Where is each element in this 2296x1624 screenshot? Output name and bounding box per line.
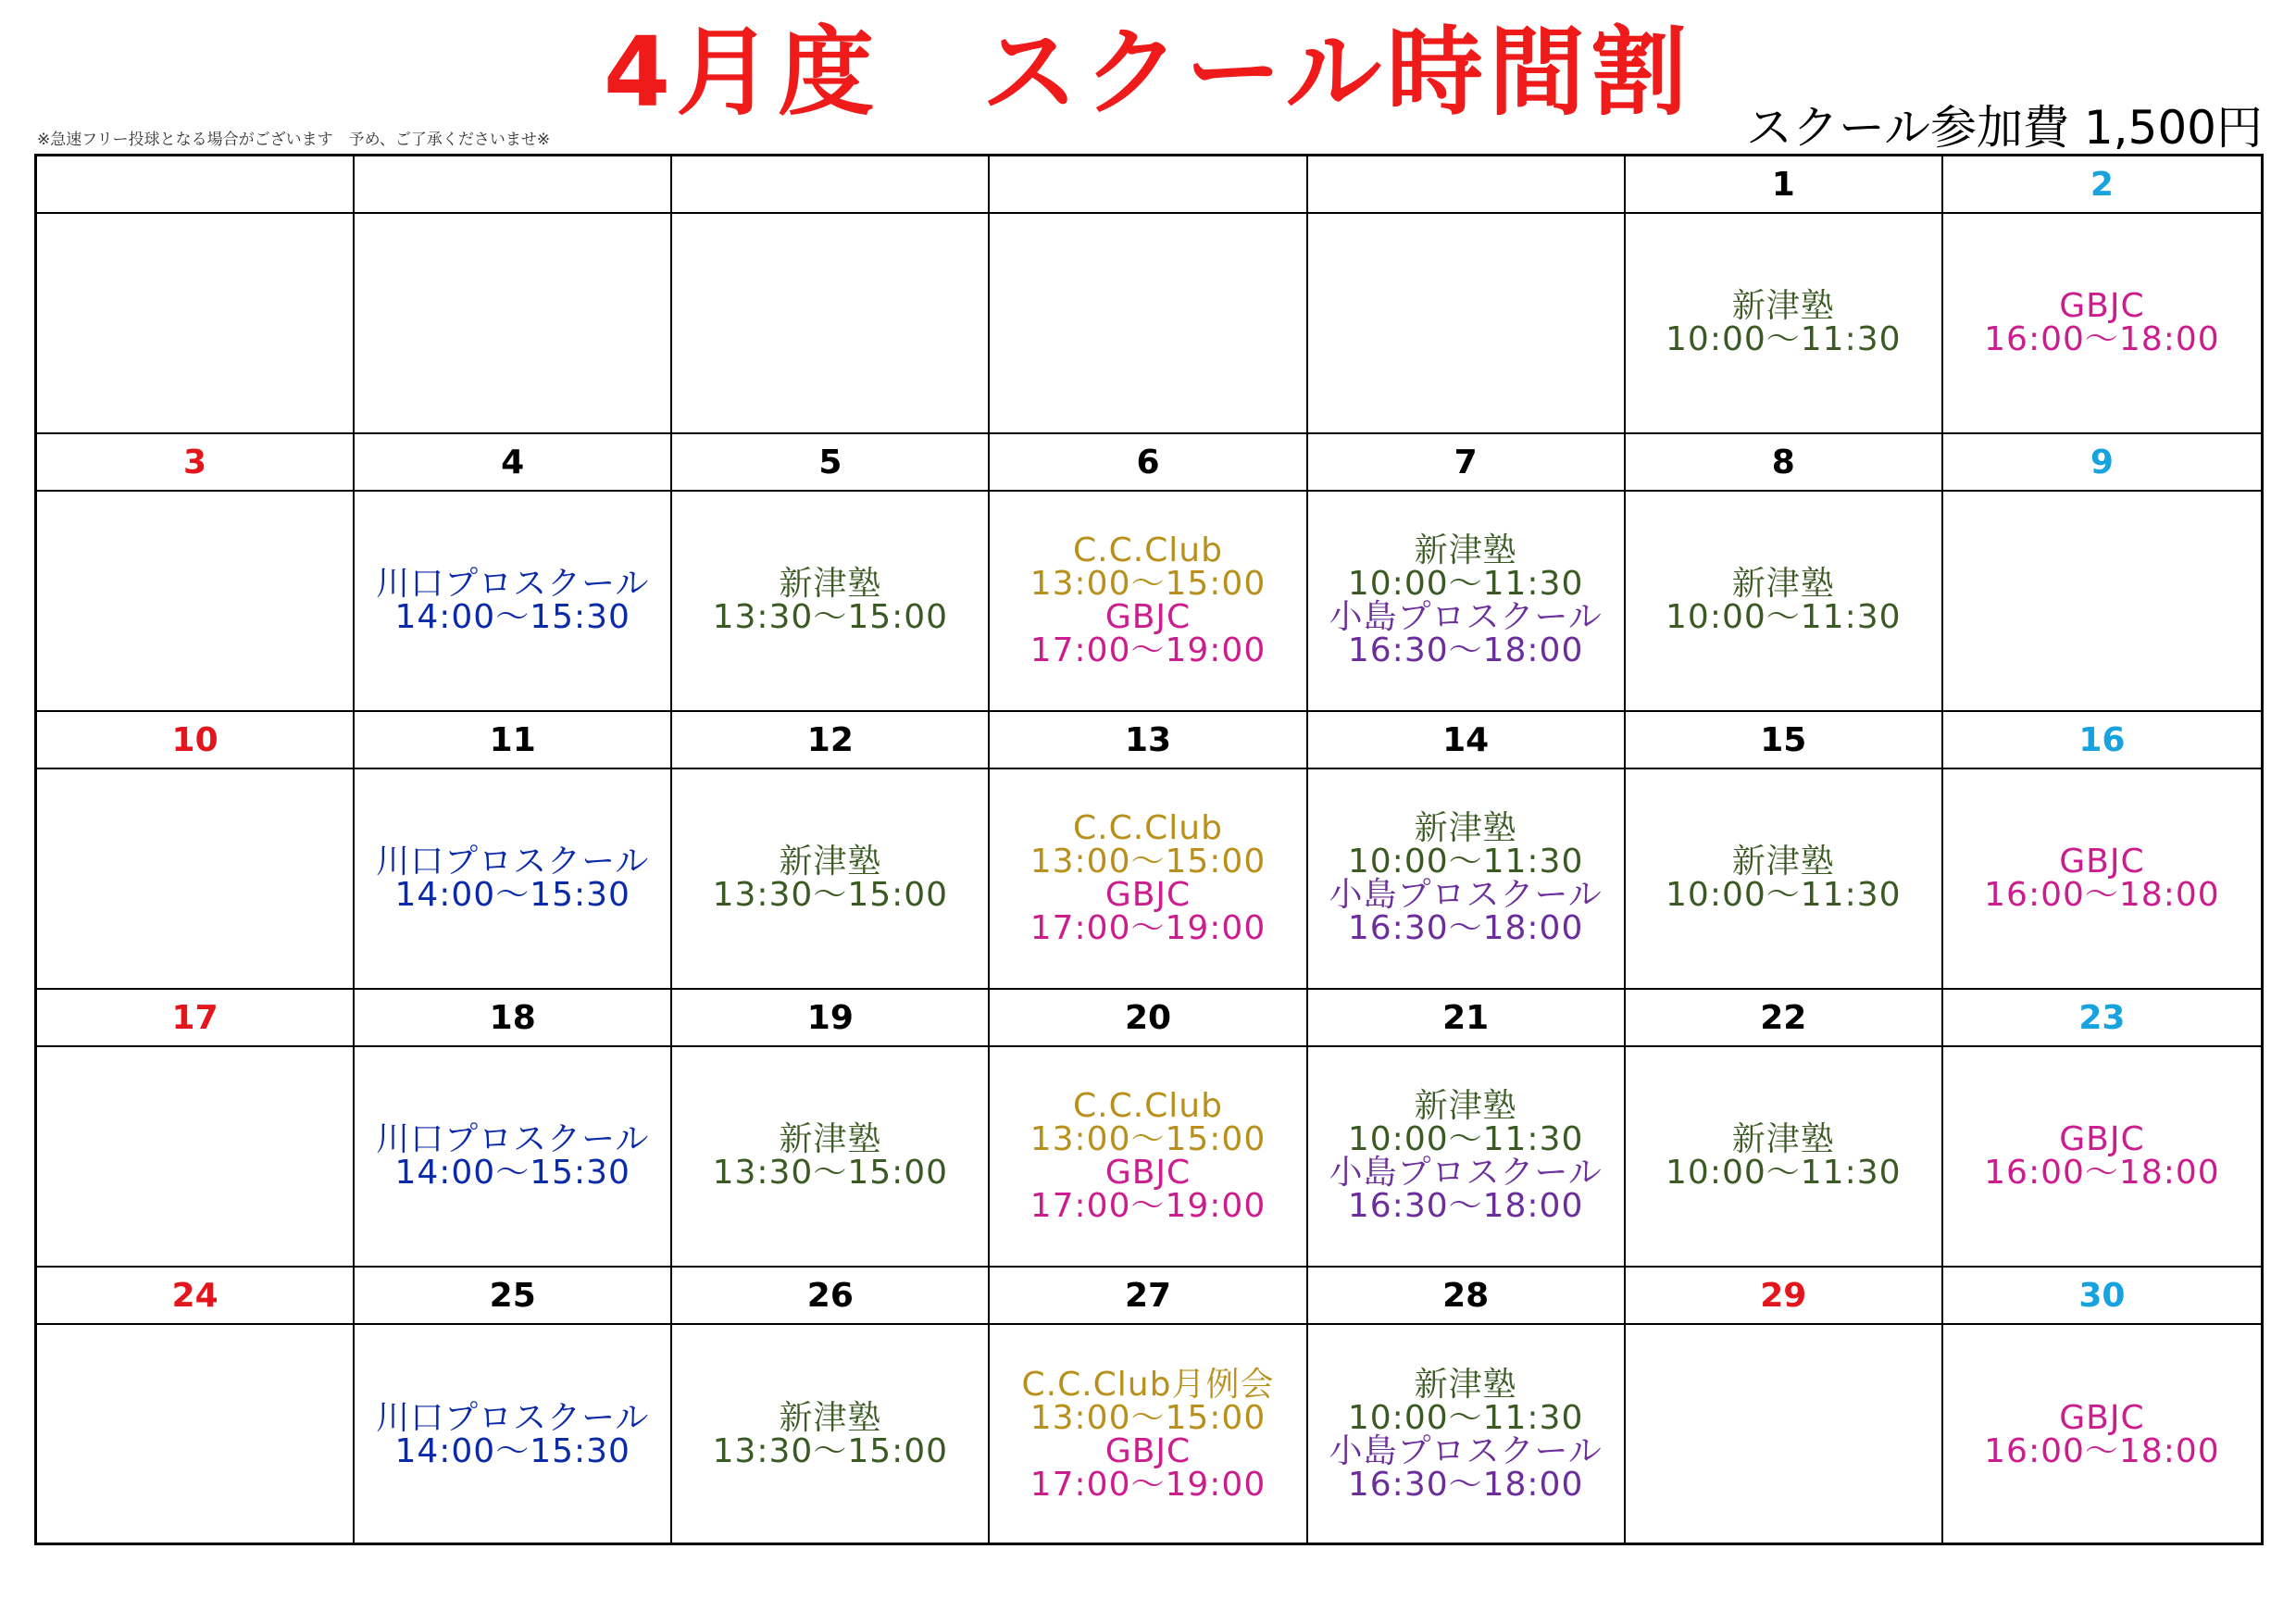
date-cell-8	[1626, 434, 1943, 492]
date-number: 29	[1760, 1276, 1807, 1315]
date-cell-empty	[1308, 156, 1626, 214]
date-number: 1	[1771, 165, 1795, 204]
date-cell-16	[1943, 712, 2261, 769]
schedule-entry: C.C.Club	[1073, 809, 1223, 847]
schedule-entry: 10:00～11:30	[1347, 843, 1584, 881]
date-cell-24	[37, 1268, 355, 1325]
schedule-entry: GBJC	[2059, 843, 2145, 881]
date-cell-13	[990, 712, 1307, 769]
schedule-entry: 川口プロスクール	[376, 843, 650, 881]
date-number: 21	[1442, 998, 1490, 1037]
schedule-cell	[990, 1047, 1307, 1268]
schedule-entry: 新津塾	[1731, 565, 1835, 603]
schedule-entry: 新津塾	[779, 565, 882, 603]
date-cell-2	[1943, 156, 2261, 214]
schedule-entry: 14:00～15:30	[394, 1154, 630, 1192]
schedule-entry: 17:00～19:00	[1029, 1187, 1267, 1225]
page-title: 4月度 スクール時間割	[603, 16, 1693, 129]
date-number: 10	[171, 720, 218, 759]
date-cell-6	[990, 434, 1307, 492]
schedule-entry: 16:00～18:00	[1984, 876, 2220, 914]
schedule-entry: 16:30～18:00	[1347, 631, 1584, 669]
date-number: 5	[818, 443, 842, 481]
schedule-entry: 13:00～15:00	[1029, 843, 1267, 881]
schedule-entry: 17:00～19:00	[1029, 1466, 1267, 1504]
schedule-cell	[672, 1325, 990, 1545]
schedule-entry: 新津塾	[779, 1120, 882, 1158]
schedule-entry: GBJC	[2059, 1399, 2145, 1437]
schedule-cell	[672, 492, 990, 712]
schedule-cell	[1943, 492, 2261, 712]
schedule-entry: 16:00～18:00	[1984, 1432, 2220, 1470]
date-number: 11	[489, 720, 536, 759]
date-cell-22	[1626, 990, 1943, 1047]
schedule-cell	[1626, 1325, 1943, 1545]
date-cell-4	[355, 434, 672, 492]
date-cell-29	[1626, 1268, 1943, 1325]
schedule-cell	[355, 1047, 672, 1268]
schedule-entry: 小島プロスクール	[1329, 1432, 1603, 1470]
date-number: 30	[2078, 1276, 2126, 1315]
date-number: 8	[1771, 443, 1795, 481]
date-number: 13	[1124, 720, 1172, 759]
schedule-entry: C.C.Club	[1073, 531, 1223, 569]
schedule-entry: 13:00～15:00	[1029, 565, 1267, 603]
schedule-cell	[1943, 214, 2261, 434]
schedule-entry: 16:00～18:00	[1984, 320, 2220, 358]
school-fee: スクール参加費 1,500円	[1745, 101, 2263, 155]
date-cell-7	[1308, 434, 1626, 492]
date-number: 22	[1760, 998, 1807, 1037]
date-number: 16	[2078, 720, 2126, 759]
schedule-entry: 川口プロスクール	[376, 1120, 650, 1158]
schedule-cell	[37, 214, 355, 434]
schedule-cell	[355, 214, 672, 434]
schedule-entry: 14:00～15:30	[394, 876, 630, 914]
schedule-cell	[1626, 769, 1943, 990]
schedule-entry: 16:30～18:00	[1347, 1466, 1584, 1504]
schedule-cell	[37, 1325, 355, 1545]
schedule-entry: 13:00～15:00	[1029, 1120, 1267, 1158]
date-cell-21	[1308, 990, 1626, 1047]
date-cell-26	[672, 1268, 990, 1325]
date-cell-30	[1943, 1268, 2261, 1325]
schedule-cell	[1626, 214, 1943, 434]
schedule-cell	[1308, 769, 1626, 990]
schedule-entry: 13:00～15:00	[1029, 1399, 1267, 1437]
date-number: 20	[1124, 998, 1172, 1037]
schedule-entry: 新津塾	[1414, 809, 1517, 847]
schedule-entry: 17:00～19:00	[1029, 631, 1267, 669]
date-cell-3	[37, 434, 355, 492]
schedule-entry: 新津塾	[1731, 287, 1835, 325]
schedule-cell	[1308, 492, 1626, 712]
schedule-entry: GBJC	[2059, 287, 2145, 325]
schedule-entry: 川口プロスクール	[376, 565, 650, 603]
schedule-entry: 16:30～18:00	[1347, 1187, 1584, 1225]
schedule-entry: 川口プロスクール	[376, 1399, 650, 1437]
date-cell-19	[672, 990, 990, 1047]
notice-text: ※急速フリー投球となる場合がございます 予め、ご了承くださいませ※	[37, 131, 551, 149]
schedule-entry: 新津塾	[1731, 843, 1835, 881]
schedule-cell	[672, 214, 990, 434]
schedule-cell	[355, 492, 672, 712]
schedule-entry: 13:30～15:00	[712, 598, 949, 636]
schedule-cell	[355, 769, 672, 990]
date-number: 15	[1760, 720, 1807, 759]
schedule-entry: 新津塾	[779, 843, 882, 881]
date-cell-1	[1626, 156, 1943, 214]
schedule-cell	[355, 1325, 672, 1545]
schedule-entry: 新津塾	[1414, 531, 1517, 569]
schedule-cell	[672, 1047, 990, 1268]
schedule-entry: 10:00～11:30	[1666, 1154, 1902, 1192]
date-number: 7	[1454, 443, 1478, 481]
date-number: 23	[2078, 998, 2126, 1037]
schedule-cell	[990, 214, 1307, 434]
schedule-cell	[1943, 769, 2261, 990]
schedule-entry: 新津塾	[1731, 1120, 1835, 1158]
date-cell-12	[672, 712, 990, 769]
schedule-cell	[1943, 1047, 2261, 1268]
date-number: 17	[171, 998, 218, 1037]
schedule-entry: 14:00～15:30	[394, 1432, 630, 1470]
schedule-cell	[1943, 1325, 2261, 1545]
date-cell-17	[37, 990, 355, 1047]
date-cell-5	[672, 434, 990, 492]
schedule-entry: 新津塾	[1414, 1366, 1517, 1404]
date-cell-18	[355, 990, 672, 1047]
date-cell-empty	[37, 156, 355, 214]
date-cell-15	[1626, 712, 1943, 769]
schedule-entry: 新津塾	[1414, 1087, 1517, 1125]
schedule-cell	[1308, 1325, 1626, 1545]
date-number: 24	[171, 1276, 218, 1315]
schedule-entry: 13:30～15:00	[712, 1154, 949, 1192]
date-number: 6	[1136, 443, 1160, 481]
date-cell-11	[355, 712, 672, 769]
date-number: 28	[1442, 1276, 1490, 1315]
schedule-cell	[990, 769, 1307, 990]
date-number: 25	[489, 1276, 536, 1315]
date-cell-28	[1308, 1268, 1626, 1325]
date-number: 19	[806, 998, 854, 1037]
date-cell-27	[990, 1268, 1307, 1325]
date-number: 18	[489, 998, 536, 1037]
date-cell-23	[1943, 990, 2261, 1047]
schedule-cell	[1308, 214, 1626, 434]
schedule-entry: 14:00～15:30	[394, 598, 630, 636]
schedule-entry: C.C.Club	[1073, 1087, 1223, 1125]
schedule-entry: 16:30～18:00	[1347, 909, 1584, 947]
date-number: 4	[501, 443, 525, 481]
date-cell-9	[1943, 434, 2261, 492]
date-cell-10	[37, 712, 355, 769]
schedule-entry: 10:00～11:30	[1666, 320, 1902, 358]
schedule-cell	[37, 1047, 355, 1268]
date-cell-empty	[672, 156, 990, 214]
date-number: 2	[2090, 165, 2114, 204]
schedule-entry: 17:00～19:00	[1029, 909, 1267, 947]
date-number: 14	[1442, 720, 1490, 759]
schedule-entry: GBJC	[1104, 598, 1192, 636]
date-cell-25	[355, 1268, 672, 1325]
schedule-entry: 10:00～11:30	[1347, 565, 1584, 603]
schedule-entry: 10:00～11:30	[1347, 1120, 1584, 1158]
schedule-calendar	[34, 154, 2264, 1545]
schedule-cell	[1626, 492, 1943, 712]
schedule-cell	[1308, 1047, 1626, 1268]
schedule-entry: 13:30～15:00	[712, 1432, 949, 1470]
date-cell-empty	[990, 156, 1307, 214]
schedule-entry: 10:00～11:30	[1666, 876, 1902, 914]
schedule-entry: GBJC	[1104, 1154, 1192, 1192]
schedule-entry: 13:30～15:00	[712, 876, 949, 914]
date-number: 12	[806, 720, 854, 759]
date-cell-14	[1308, 712, 1626, 769]
schedule-cell	[990, 1325, 1307, 1545]
schedule-cell	[1626, 1047, 1943, 1268]
schedule-cell	[37, 492, 355, 712]
schedule-cell	[990, 492, 1307, 712]
schedule-entry: 小島プロスクール	[1329, 876, 1603, 914]
schedule-entry: 10:00～11:30	[1347, 1399, 1584, 1437]
date-number: 26	[806, 1276, 854, 1315]
date-cell-empty	[355, 156, 672, 214]
schedule-entry: 16:00～18:00	[1984, 1154, 2220, 1192]
date-number: 27	[1124, 1276, 1172, 1315]
schedule-cell	[37, 769, 355, 990]
schedule-entry: GBJC	[1104, 876, 1192, 914]
schedule-entry: 新津塾	[779, 1399, 882, 1437]
date-number: 9	[2090, 443, 2114, 481]
schedule-entry: 小島プロスクール	[1329, 598, 1603, 636]
schedule-cell	[672, 769, 990, 990]
schedule-entry: 小島プロスクール	[1329, 1154, 1603, 1192]
schedule-entry: GBJC	[2059, 1120, 2145, 1158]
schedule-entry: GBJC	[1104, 1432, 1192, 1470]
date-cell-20	[990, 990, 1307, 1047]
date-number: 3	[183, 443, 207, 481]
schedule-entry: C.C.Club月例会	[1021, 1366, 1275, 1404]
schedule-entry: 10:00～11:30	[1666, 598, 1902, 636]
